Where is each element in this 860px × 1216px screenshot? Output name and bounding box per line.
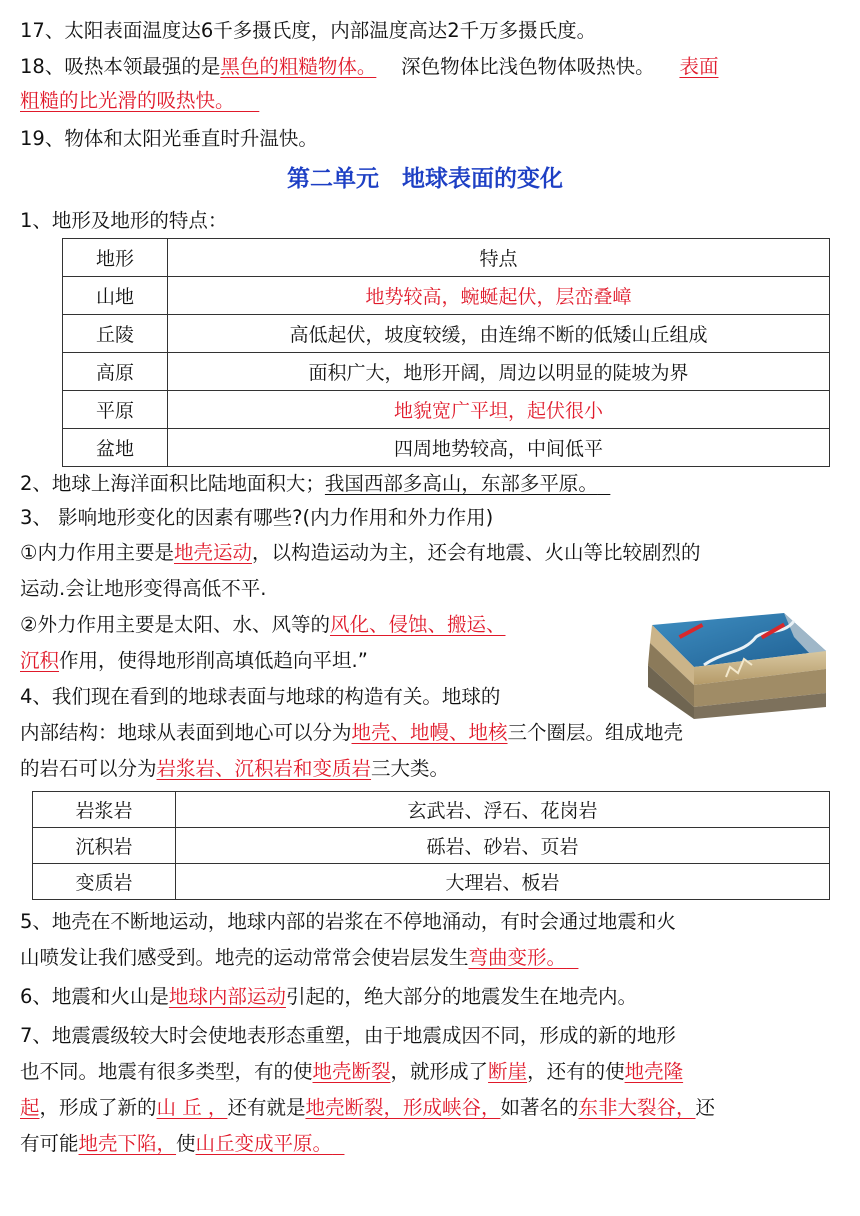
table-row <box>33 828 830 864</box>
item-18-answer-2a: 表面 <box>679 55 719 78</box>
external-force-block <box>20 607 830 715</box>
s4-lead: 内部结构：地球从表面到地心可以分为 <box>20 721 352 744</box>
item-19: 19、物体和太阳光垂直时升温快。 <box>20 127 318 150</box>
s7-answer-uplift-b: 起 <box>20 1096 40 1119</box>
s3-1-tail-2: 运动.会让地形变得高低不平. <box>20 577 267 600</box>
s6-tail: 引起的，绝大部分的地震发生在地壳内。 <box>285 985 637 1008</box>
rock-type: 变质岩 <box>33 864 176 900</box>
rock-examples: 砾岩、砂岩、页岩 <box>176 828 830 864</box>
landform-feature: 面积广大，地形开阔，周边以明显的陡坡为界 <box>168 353 830 391</box>
landform-feature: 地势较高，蜿蜒起伏，层峦叠嶂 <box>168 277 830 315</box>
s4-line-1: 4、我们现在看到的地球表面与地球的构造有关。地球的 <box>20 685 501 708</box>
section-4-body <box>20 715 830 787</box>
s7-text: ，形成了新的 <box>39 1096 157 1119</box>
s7-answer-rift: 东非大裂谷， <box>578 1096 696 1119</box>
s3-2-lead: ②外力作用主要是太阳、水、风等的 <box>20 613 330 636</box>
s7-text: ，还有的使 <box>527 1060 625 1083</box>
landform-feature: 四周地势较高，中间低平 <box>168 429 830 467</box>
s6-lead: 6、地震和火山是 <box>20 985 169 1008</box>
rock-examples: 玄武岩、浮石、花岗岩 <box>176 792 830 828</box>
landform-name: 丘陵 <box>63 315 168 353</box>
s7-text: 还有就是 <box>227 1096 306 1119</box>
crust-fault-illustration <box>634 607 830 719</box>
s7-text: 还 <box>695 1096 716 1119</box>
document-page <box>20 14 830 1162</box>
section-3-internal <box>20 535 830 607</box>
s3-2-answer-2: 沉积 <box>20 649 60 672</box>
s7-text: ，就形成了 <box>390 1060 489 1083</box>
section-1-heading: 1、地形及地形的特点： <box>20 209 228 232</box>
s3-1-lead: ①内力作用主要是 <box>20 541 174 564</box>
s5-line-1: 5、地壳在不断地运动，地球内部的岩浆在不停地涌动，有时会通过地震和火 <box>20 910 676 933</box>
rock-type: 岩浆岩 <box>33 792 176 828</box>
s7-answer-hill: 山 丘 ， <box>156 1096 228 1119</box>
table-header-row <box>63 239 830 277</box>
s7-answer-gorge: 地壳断裂，形成峡谷， <box>305 1096 501 1119</box>
section-3-heading: 3、 影响地形变化的因素有哪些?(内力作用和外力作用) <box>20 506 494 529</box>
rock-table <box>32 791 830 900</box>
item-17: 17、太阳表面温度达6千多摄氏度，内部温度高达2千万多摄氏度。 <box>20 19 597 42</box>
table-row <box>63 391 830 429</box>
s6-answer: 地球内部运动 <box>168 985 286 1008</box>
s7-answer-plain: 山丘变成平原。 <box>195 1132 333 1155</box>
s7-answer-cliff: 断崖 <box>488 1060 528 1083</box>
table-row <box>63 429 830 467</box>
landform-feature: 高低起伏，坡度较缓，由连绵不断的低矮山丘组成 <box>168 315 830 353</box>
s4-lead-2: 的岩石可以分为 <box>20 757 157 780</box>
item-18-answer-2b: 粗糙的比光滑的吸热快。 <box>20 89 235 112</box>
table-row <box>63 315 830 353</box>
s7-answer-fault: 地壳断裂 <box>312 1060 391 1083</box>
section-2-answer: 我国西部多高山，东部多平原。 <box>324 472 598 495</box>
s7-text: 如著名的 <box>500 1096 579 1119</box>
s7-answer-uplift-a: 地壳隆 <box>624 1060 684 1083</box>
header-landform: 地形 <box>63 239 168 277</box>
section-2 <box>20 467 830 501</box>
s3-2-tail: 作用，使得地形削高填低趋向平坦.” <box>59 649 368 672</box>
section-6 <box>20 976 830 1018</box>
s3-1-tail: ，以构造运动为主，还会有地震、火山等比较剧烈的 <box>252 541 701 564</box>
landform-name: 山地 <box>63 277 168 315</box>
s7-text: 使 <box>176 1132 196 1155</box>
table-row <box>63 353 830 391</box>
s7-text: 也不同。地震有很多类型，有的使 <box>20 1060 313 1083</box>
table-row <box>33 864 830 900</box>
rock-examples: 大理岩、板岩 <box>176 864 830 900</box>
s3-1-answer: 地壳运动 <box>173 541 252 564</box>
section-5 <box>20 904 830 976</box>
s4-mid: 三个圈层。组成地壳 <box>507 721 684 744</box>
landform-feature: 地貌宽广平坦，起伏很小 <box>168 391 830 429</box>
item-18-mid: 深色物体比浅色物体吸热快。 <box>401 55 655 78</box>
landform-name: 平原 <box>63 391 168 429</box>
rock-type: 沉积岩 <box>33 828 176 864</box>
s4-answer-rocks: 岩浆岩、沉积岩和变质岩 <box>156 757 372 780</box>
landform-name: 盆地 <box>63 429 168 467</box>
landform-table <box>62 238 830 467</box>
s7-answer-subside: 地壳下陷， <box>78 1132 177 1155</box>
section-2-lead: 2、地球上海洋面积比陆地面积大； <box>20 472 325 495</box>
item-18-lead: 18、吸热本领最强的是 <box>20 55 221 78</box>
s4-tail: 三大类。 <box>371 757 450 780</box>
item-18 <box>20 50 830 118</box>
s7-line-1: 7、地震震级较大时会使地表形态重塑，由于地震成因不同，形成的新的地形 <box>20 1024 676 1047</box>
s4-answer-layers: 地壳、地幔、地核 <box>351 721 508 744</box>
s5-line-2: 山喷发让我们感受到。地壳的运动常常会使岩层发生 <box>20 946 469 969</box>
section-7 <box>20 1018 830 1162</box>
table-row <box>33 792 830 828</box>
item-18-answer-1: 黑色的粗糙物体。 <box>220 55 377 78</box>
s5-answer: 弯曲变形。 <box>468 946 567 969</box>
landform-name: 高原 <box>63 353 168 391</box>
unit-title: 第二单元 地球表面的变化 <box>287 166 563 192</box>
s3-2-answer-1: 风化、侵蚀、搬运、 <box>329 613 506 636</box>
s7-text: 有可能 <box>20 1132 79 1155</box>
table-row <box>63 277 830 315</box>
header-feature: 特点 <box>168 239 830 277</box>
